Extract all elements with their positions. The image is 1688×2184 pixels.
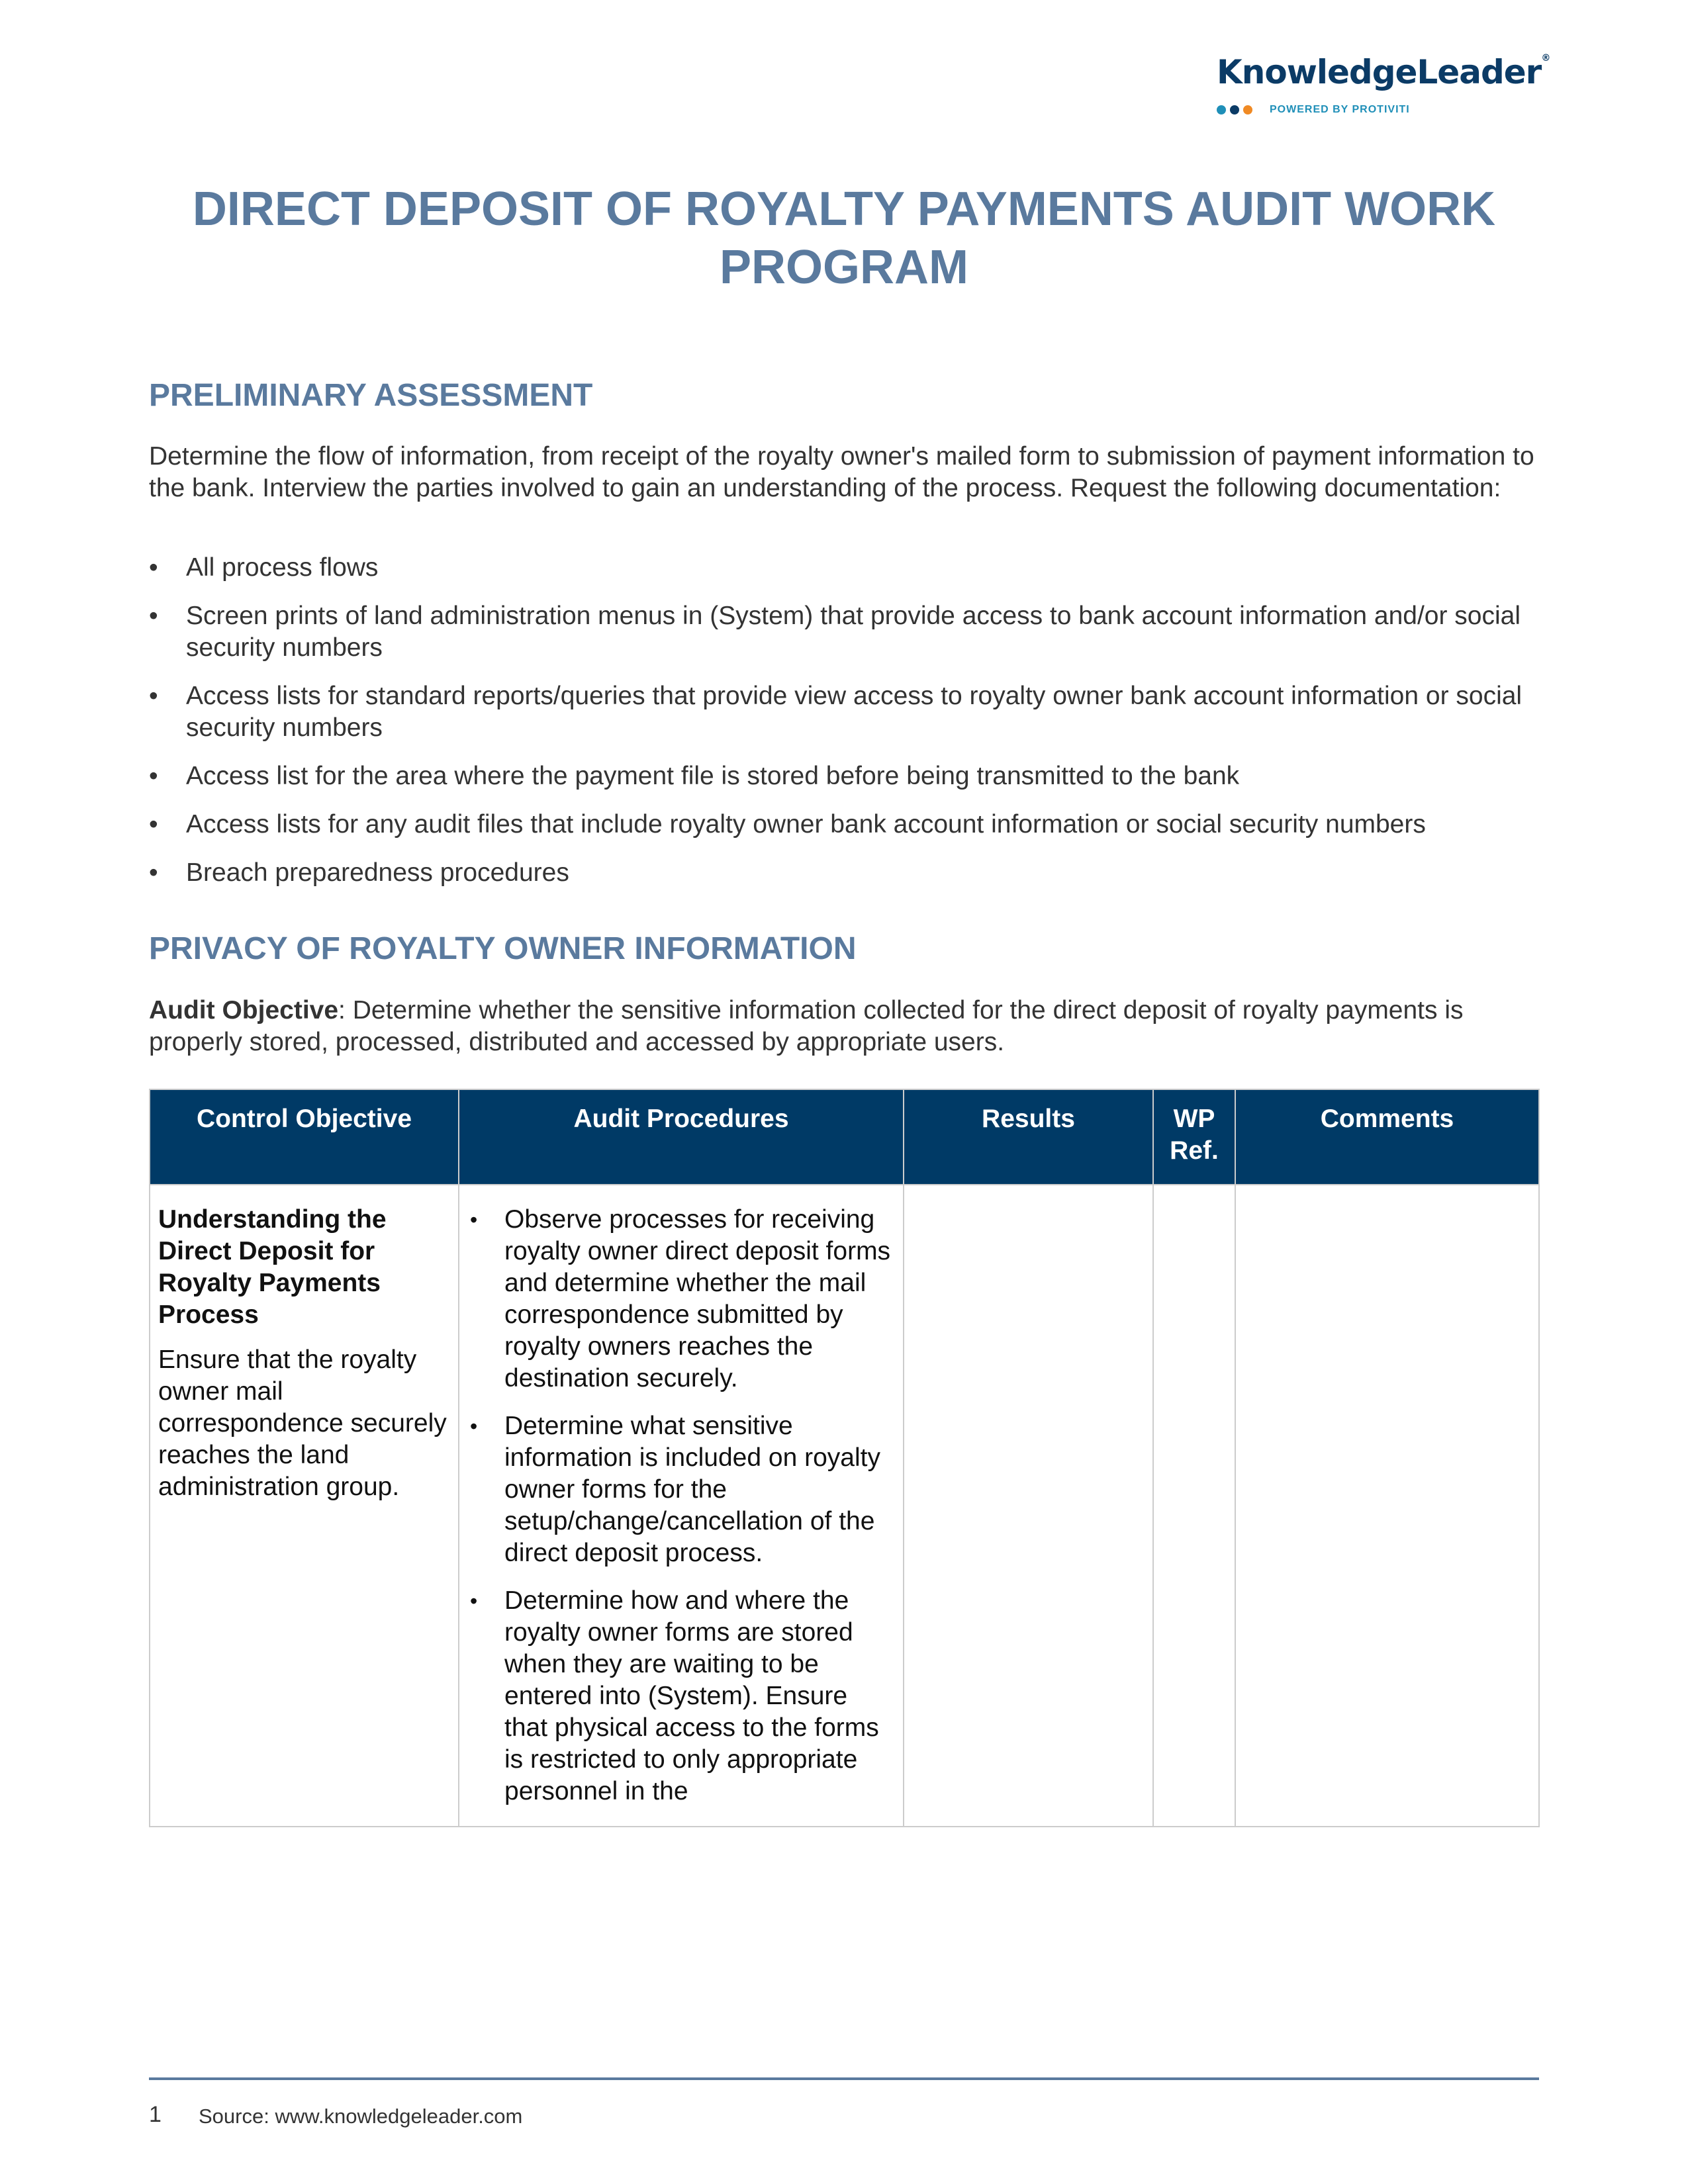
header-results: Results xyxy=(904,1089,1153,1185)
control-objective-text: Ensure that the royalty owner mail correspondence securely reaches the land administration group. xyxy=(158,1345,447,1501)
audit-objective-label: Audit Objective xyxy=(149,996,339,1024)
list-item: • Observe processes for receiving royalty owner direct deposit forms and determine whether the mail correspondence submitted by royalty owners reaches the destination securely. xyxy=(467,1204,895,1394)
page-number: 1 xyxy=(149,2102,162,2127)
table-header-row xyxy=(150,1089,1539,1185)
footer-divider xyxy=(149,2077,1539,2080)
list-item: • Determine what sensitive information is included on royalty owner forms for the setup/change/cancellation of the direct deposit process. xyxy=(467,1410,895,1569)
document-title: DIRECT DEPOSIT OF ROYALTY PAYMENTS AUDIT WORK PROGRAM xyxy=(192,183,1496,294)
logo-dot-icon xyxy=(1243,105,1252,114)
audit-objective-text: : Determine whether the sensitive information collected for the direct deposit of royalty payments is properly stored, processed, distributed and accessed by appropriate users. xyxy=(149,996,1464,1056)
results-cell[interactable] xyxy=(904,1185,1153,1827)
header-comments: Comments xyxy=(1235,1089,1539,1185)
table-row xyxy=(150,1185,1539,1827)
knowledgeleader-logo xyxy=(1217,53,1550,118)
list-item: • Access lists for any audit files that include royalty owner bank account information or social security numbers xyxy=(149,809,1539,841)
privacy-heading: PRIVACY OF ROYALTY OWNER INFORMATION xyxy=(149,931,857,966)
wp-ref-cell[interactable] xyxy=(1153,1185,1235,1827)
logo-dot-icon xyxy=(1217,105,1226,114)
logo-tagline-row xyxy=(1217,102,1534,118)
logo-dot-icon xyxy=(1230,105,1239,114)
header-wp-ref: WP Ref. xyxy=(1153,1089,1235,1185)
audit-procedures-cell xyxy=(459,1185,904,1827)
list-item: • Breach preparedness procedures xyxy=(149,857,1539,889)
header-control-objective: Control Objective xyxy=(150,1089,459,1185)
preliminary-assessment-heading: PRELIMINARY ASSESSMENT xyxy=(149,378,593,413)
header-audit-procedures: Audit Procedures xyxy=(459,1089,904,1185)
comments-cell[interactable] xyxy=(1235,1185,1539,1827)
source-citation: Source: www.knowledgeleader.com xyxy=(199,2105,523,2128)
audit-work-program-table xyxy=(149,1089,1540,1827)
list-item: • Access lists for standard reports/queries that provide view access to royalty owner bank account information or social security numbers xyxy=(149,680,1539,744)
list-item: • All process flows xyxy=(149,552,1539,584)
procedures-list xyxy=(467,1204,895,1807)
documentation-list xyxy=(149,552,1539,905)
audit-objective xyxy=(149,995,1539,1058)
control-objective-cell xyxy=(150,1185,459,1827)
list-item: • Determine how and where the royalty owner forms are stored when they are waiting to be entered into (System). Ensure that physical access to the forms is restricted to only appropriate personnel in the xyxy=(467,1585,895,1807)
list-item: • Screen prints of land administration menus in (System) that provide access to bank account information and/or social security numbers xyxy=(149,600,1539,664)
preliminary-intro: Determine the flow of information, from receipt of the royalty owner's mailed form to submission of payment information to the bank. Interview the parties involved to gain an understanding of the process. Request the following documentation: xyxy=(149,442,1534,502)
control-objective-title: Understanding the Direct Deposit for Royalty Payments Process xyxy=(158,1205,387,1329)
list-item: • Access list for the area where the payment file is stored before being transmitted to the bank xyxy=(149,760,1539,792)
logo-wordmark: KnowledgeLeader® xyxy=(1217,53,1550,91)
logo-tagline: POWERED BY PROTIVITI xyxy=(1270,104,1410,115)
